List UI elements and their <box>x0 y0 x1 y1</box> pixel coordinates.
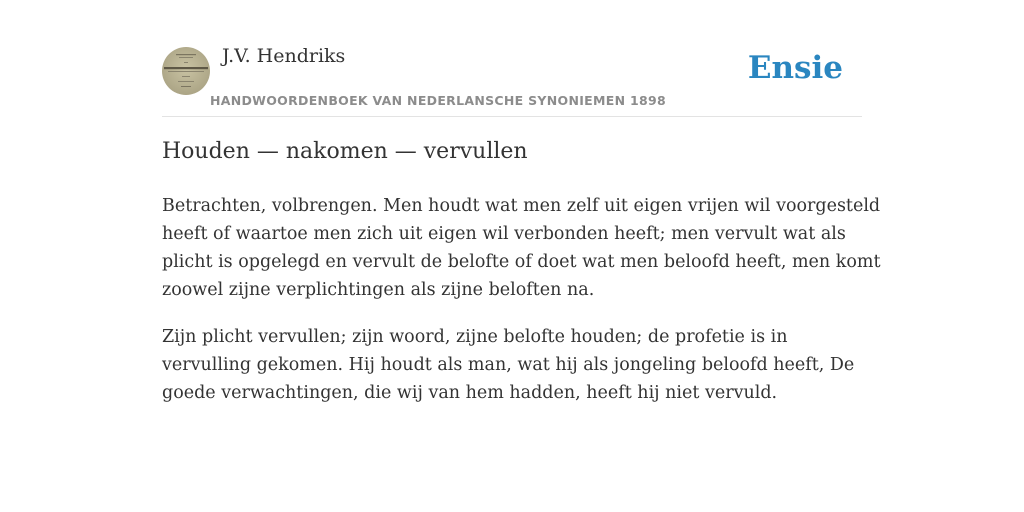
source-dictionary[interactable]: HANDWOORDENBOEK VAN NEDERLANSCHE SYNONIEMEN 1898 <box>210 93 667 108</box>
text-line: zoowel zijne verplichtingen als zijne beloften na. <box>162 280 595 300</box>
text-line: plicht is opgelegd en vervult de belofte of doet wat men beloofd heeft, men komt <box>162 252 881 272</box>
text-line: vervulling gekomen. Hij houdt als man, wat hij als jongeling beloofd heeft, De <box>162 355 855 375</box>
book-cover-thumbnail[interactable] <box>162 47 210 95</box>
entry-paragraph <box>162 323 862 407</box>
text-line: Zijn plicht vervullen; zijn woord, zijne belofte houden; de profetie is in <box>162 327 788 347</box>
author-name[interactable]: J.V. Hendriks <box>222 45 346 67</box>
entry-title: Houden — nakomen — vervullen <box>162 139 528 164</box>
entry-paragraph <box>162 192 881 304</box>
text-line: goede verwachtingen, die wij van hem hadden, heeft hij niet vervuld. <box>162 383 778 403</box>
text-line: heeft of waartoe men zich uit eigen wil verbonden heeft; men vervult wat als <box>162 224 846 244</box>
entry-header <box>162 0 862 117</box>
page <box>162 0 881 512</box>
ensie-logo[interactable]: Ensie <box>747 50 843 86</box>
text-line: Betrachten, volbrengen. Men houdt wat men zelf uit eigen vrijen wil voorgesteld <box>162 196 881 216</box>
entry-body <box>162 192 881 426</box>
book-cover-image <box>162 47 210 95</box>
